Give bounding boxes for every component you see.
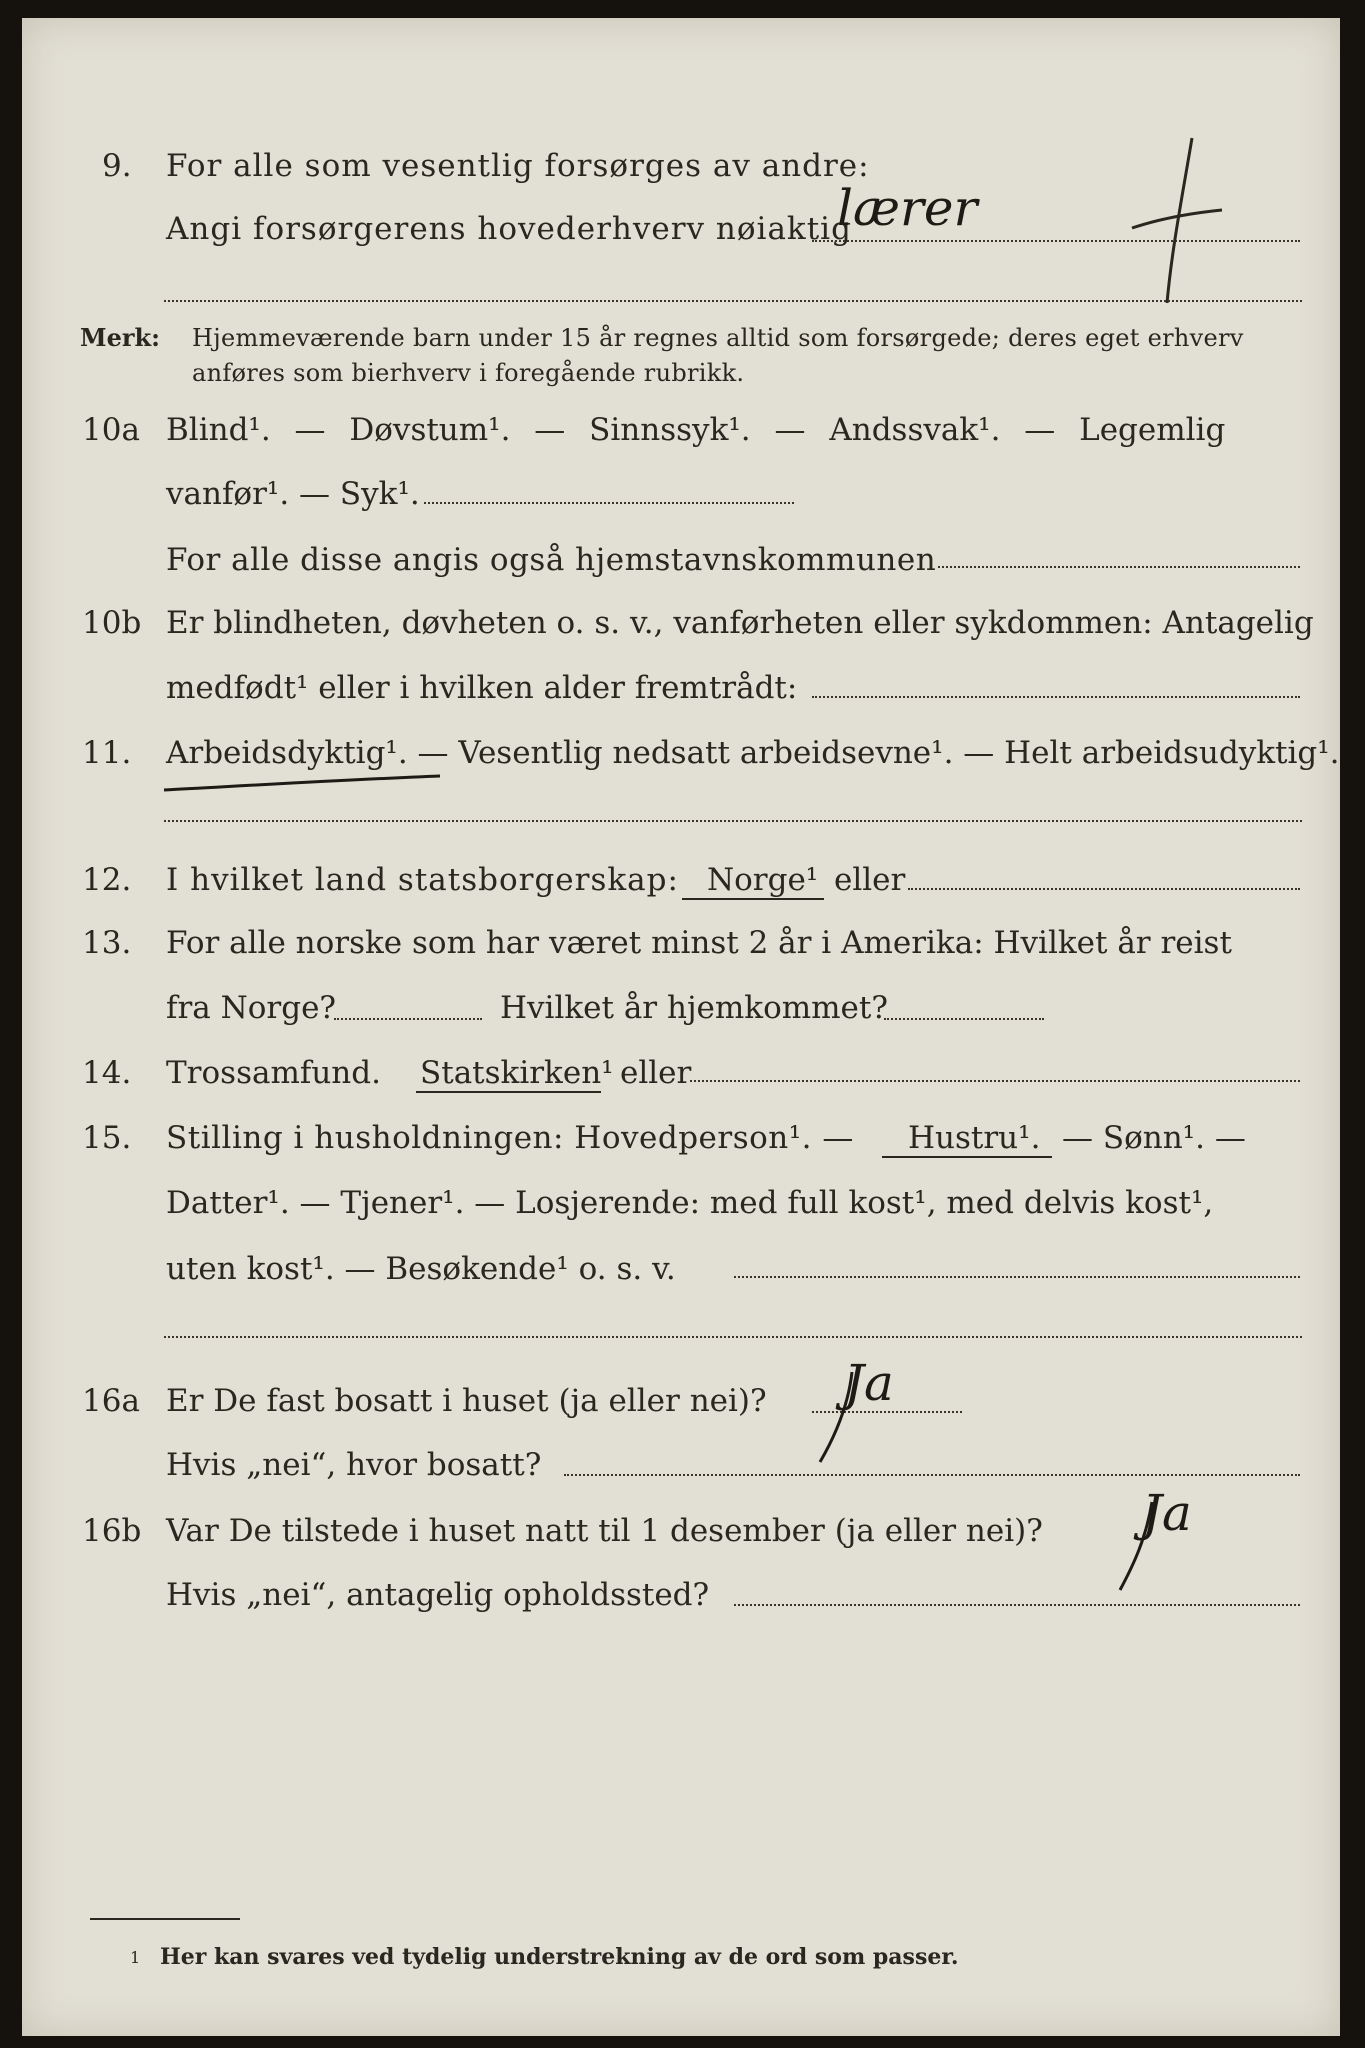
q16a-handwritten-stroke: [812, 1368, 872, 1468]
q14-number: 14.: [82, 1055, 132, 1091]
q16b-line2: Hvis „nei“, antagelig opholdssted?: [166, 1577, 710, 1613]
footnote-rule: [90, 1918, 240, 1920]
q9-handwritten-answer: lærer: [837, 179, 978, 237]
q16a-number: 16a: [82, 1383, 140, 1419]
q9-handwritten-stroke: [1122, 118, 1232, 318]
q12-number: 12.: [82, 862, 132, 898]
q10b-line1: Er blindheten, døvheten o. s. v., vanførheten eller sykdommen: Antagelig: [166, 605, 1314, 641]
q13-line2b: Hvilket år hjemkommet?: [500, 990, 888, 1026]
q10b-number: 10b: [82, 605, 142, 641]
footnote-marker: 1: [130, 1948, 141, 1967]
q9-line2: Angi forsørgerens hovederhverv nøiaktig: [166, 211, 852, 247]
q15-extra-line: [164, 1336, 1302, 1338]
q15-option-hustru: Hustru¹.: [908, 1120, 1041, 1156]
merk-label: Merk:: [80, 323, 160, 352]
q16a-bosatt-line: [564, 1474, 1300, 1476]
q13-reist-line: [334, 1018, 482, 1020]
q10a-number: 10a: [82, 412, 140, 448]
q9-extra-line: [164, 300, 1302, 302]
q12-underline-norge: [682, 898, 824, 900]
q10a-hjemstavn-line: [938, 566, 1300, 568]
merk-line1: Hjemmeværende barn under 15 år regnes alltid som forsørgede; deres eget erhverv: [192, 324, 1244, 352]
q14-option-statskirken: Statskirken¹: [420, 1055, 614, 1091]
q14-suffix: eller: [620, 1055, 692, 1091]
q15-line2: Datter¹. — Tjener¹. — Losjerende: med full kost¹, med delvis kost¹,: [166, 1185, 1214, 1221]
q10a-syk-line: [424, 502, 794, 504]
census-form-page: [22, 18, 1340, 2036]
q10a-line3: For alle disse angis også hjemstavnskommunen: [166, 542, 937, 578]
q11-extra-line: [164, 820, 1302, 822]
q13-line2a: fra Norge?: [166, 990, 337, 1026]
q14-trossamfund-line: [690, 1080, 1300, 1082]
q13-line1: For alle norske som har været minst 2 år i Amerika: Hvilket år reist: [166, 925, 1232, 961]
q15-besokende-line: [734, 1276, 1300, 1278]
q15-line3: uten kost¹. — Besøkende¹ o. s. v.: [166, 1251, 676, 1287]
q14-prefix: Trossamfund.: [166, 1055, 381, 1091]
q12-land-line: [908, 888, 1300, 890]
q10b-line2: medfødt¹ eller i hvilken alder fremtrådt:: [166, 670, 798, 706]
q14-underline-statskirken: [416, 1091, 601, 1093]
q15-line1a: Stilling i husholdningen: Hovedperson¹. —: [166, 1120, 854, 1156]
q15-number: 15.: [82, 1120, 132, 1156]
q15-underline-hustru: [882, 1156, 1052, 1158]
q16b-handwritten-answer: Ja: [1142, 1484, 1192, 1542]
q13-hjemkommet-line: [884, 1018, 1044, 1020]
q16b-number: 16b: [82, 1513, 142, 1549]
q16b-handwritten-stroke: [1112, 1498, 1172, 1598]
q12-option-norge: Norge¹: [707, 862, 819, 898]
q10a-line2: vanfør¹. — Syk¹.: [166, 476, 420, 512]
q10b-alder-line: [812, 696, 1300, 698]
q16b-line1: Var De tilstede i huset natt til 1 desember (ja eller nei)?: [166, 1513, 1043, 1549]
q11-underline-arbeidsdyktig: [160, 770, 450, 800]
q11-line1: Arbeidsdyktig¹. — Vesentlig nedsatt arbeidsevne¹. — Helt arbeidsudyktig¹.: [166, 735, 1340, 771]
q16a-line2: Hvis „nei“, hvor bosatt?: [166, 1447, 542, 1483]
q11-number: 11.: [82, 735, 132, 771]
q9-number: 9.: [102, 148, 132, 184]
q16b-opholdssted-line: [734, 1604, 1300, 1606]
q12-line1: I hvilket land statsborgerskap:: [166, 862, 679, 898]
q16a-handwritten-answer: Ja: [844, 1354, 894, 1412]
q10a-line1: Blind¹. — Døvstum¹. — Sinnssyk¹. — Andssvak¹. — Legemlig: [166, 412, 1226, 448]
q15-line1c: — Sønn¹. —: [1062, 1120, 1246, 1156]
q16a-line1: Er De fast bosatt i huset (ja eller nei)?: [166, 1383, 767, 1419]
q13-number: 13.: [82, 925, 132, 961]
merk-line2: anføres som bierhverv i foregående rubrikk.: [192, 359, 745, 387]
q9-line1: For alle som vesentlig forsørges av andre:: [166, 148, 870, 184]
q12-suffix: eller: [834, 862, 906, 898]
footnote-text: Her kan svares ved tydelig understrekning av de ord som passer.: [160, 1944, 959, 1970]
